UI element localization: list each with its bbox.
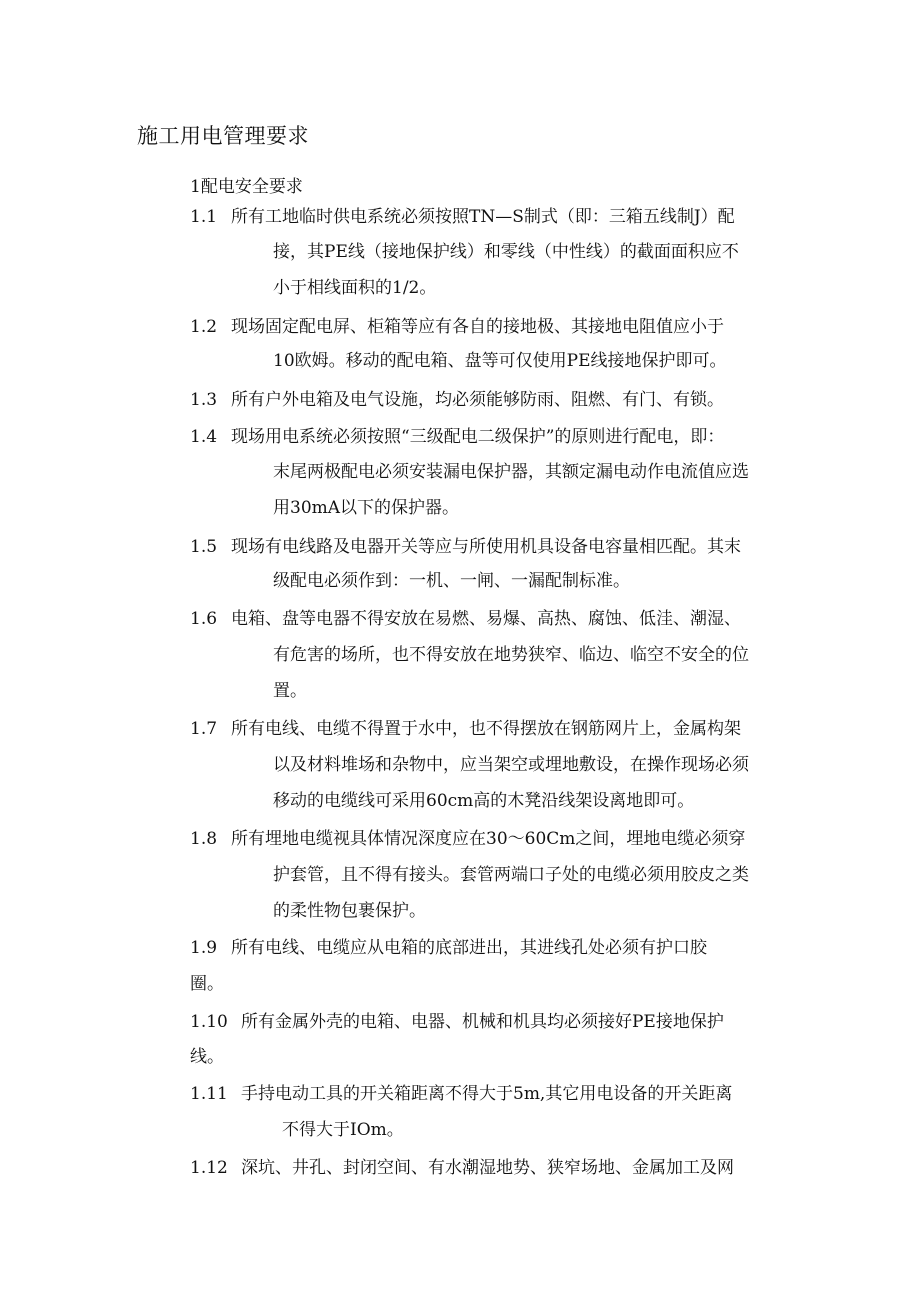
item-number: 1.7 bbox=[190, 719, 218, 739]
item-number: 1.6 bbox=[190, 609, 218, 629]
item-line: 所有金属外壳的电箱、电器、机械和机具均必须接好PE接地保护 bbox=[241, 1012, 724, 1032]
item-line: 移动的电缆线可采用60cm高的木凳沿线架设离地即可。 bbox=[273, 791, 695, 811]
section-heading: 1配电安全要求 bbox=[190, 177, 303, 197]
item-number: 1.8 bbox=[190, 829, 218, 849]
item-line: 所有工地临时供电系统必须按照TN—S制式（即：三箱五线制J）配 bbox=[231, 207, 735, 227]
item-line: 以及材料堆场和杂物中，应当架空或埋地敷设，在操作现场必须 bbox=[273, 755, 749, 775]
item-number: 1.5 bbox=[190, 537, 218, 557]
item-line: 有危害的场所，也不得安放在地势狭窄、临边、临空不安全的位 bbox=[273, 645, 749, 665]
item-line: 现场用电系统必须按照“三级配电二级保护”的原则进行配电，即： bbox=[231, 427, 725, 447]
item-line: 10欧姆。移动的配电箱、盘等可仅使用PE线接地保护即可。 bbox=[273, 351, 727, 371]
item-line: 现场有电线路及电器开关等应与所使用机具设备电容量相匹配。其末 bbox=[231, 537, 741, 557]
item-line: 的柔性物包裹保护。 bbox=[273, 901, 426, 921]
item-line: 护套管，且不得有接头。套管两端口子处的电缆必须用胶皮之类 bbox=[273, 865, 749, 885]
item-number: 1.1 bbox=[190, 207, 218, 227]
item-line: 所有电线、电缆应从电箱的底部进出，其进线孔处必须有护口胶 bbox=[231, 938, 707, 958]
item-line: 接，其PE线（接地保护线）和零线（中性线）的截面面积应不 bbox=[273, 242, 739, 262]
item-number: 1.11 bbox=[190, 1084, 228, 1104]
item-number: 1.10 bbox=[190, 1012, 228, 1032]
item-line: 所有埋地电缆视具体情况深度应在30～60Cm之间，埋地电缆必须穿 bbox=[231, 829, 746, 849]
item-line: 深坑、井孔、封闭空间、有水潮湿地势、狭窄场地、金属加工及网 bbox=[241, 1158, 734, 1178]
item-line: 不得大于IOm。 bbox=[282, 1120, 404, 1140]
item-line: 圈。 bbox=[190, 974, 224, 994]
item-number: 1.2 bbox=[190, 317, 218, 337]
item-line: 所有电线、电缆不得置于水中，也不得摆放在钢筋网片上，金属构架 bbox=[231, 719, 741, 739]
item-number: 1.9 bbox=[190, 938, 218, 958]
item-line: 手持电动工具的开关箱距离不得大于5m,其它用电设备的开关距离 bbox=[241, 1084, 733, 1104]
item-line: 所有户外电箱及电气设施，均必须能够防雨、阻燃、有门、有锁。 bbox=[231, 390, 724, 410]
item-number: 1.4 bbox=[190, 427, 218, 447]
document-title: 施工用电管理要求 bbox=[137, 124, 309, 148]
item-number: 1.3 bbox=[190, 390, 218, 410]
item-line: 线。 bbox=[190, 1047, 224, 1067]
item-number: 1.12 bbox=[190, 1158, 228, 1178]
item-line: 小于相线面积的1/2。 bbox=[273, 278, 437, 298]
item-line: 电箱、盘等电器不得安放在易燃、易爆、高热、腐蚀、低洼、潮湿、 bbox=[231, 609, 741, 629]
item-line: 末尾两极配电必须安装漏电保护器，其额定漏电动作电流值应选 bbox=[273, 462, 749, 482]
item-line: 用30mA以下的保护器。 bbox=[273, 498, 460, 518]
item-line: 现场固定配电屏、柜箱等应有各自的接地极、其接地电阻值应小于 bbox=[231, 317, 724, 337]
item-line: 级配电必须作到：一机、一闸、一漏配制标准。 bbox=[273, 571, 630, 591]
item-line: 置。 bbox=[273, 681, 307, 701]
